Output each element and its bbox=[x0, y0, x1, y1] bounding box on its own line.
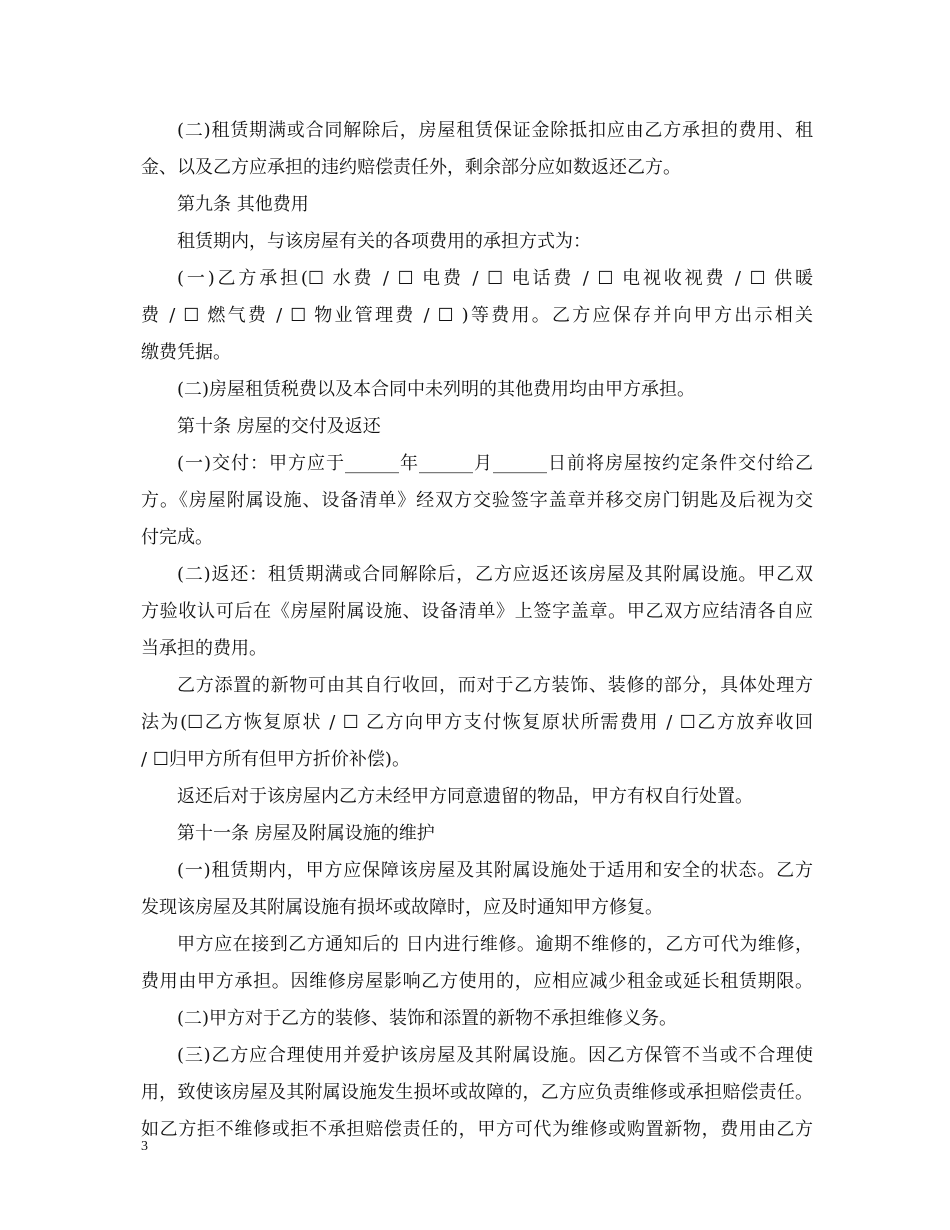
text-line: 付完成。 bbox=[141, 527, 213, 548]
text-line: 费 / ☐ 燃气费 / ☐ 物业管理费 / ☐ )等费用。乙方应保存并向甲方出示相关 bbox=[141, 305, 813, 326]
text-line: 甲方应在接到乙方通知后的 日内进行维修。逾期不维修的，乙方可代为维修， bbox=[177, 934, 813, 955]
text-line: 返还后对于该房屋内乙方未经甲方同意遗留的物品，甲方有权自行处置。 bbox=[177, 786, 753, 807]
text-line: (二)返还：租赁期满或合同解除后，乙方应返还该房屋及其附属设施。甲乙双 bbox=[177, 564, 813, 585]
text-line: 如乙方拒不维修或拒不承担赔偿责任的，甲方可代为维修或购置新物，费用由乙方 bbox=[141, 1119, 813, 1140]
text-line: 费用由甲方承担。因维修房屋影响乙方使用的，应相应减少租金或延长租赁期限。 bbox=[141, 971, 813, 992]
text-line: 方验收认可后在《房屋附属设施、设备清单》上签字盖章。甲乙双方应结清各自应 bbox=[141, 601, 813, 622]
section-heading: 第十一条 房屋及附属设施的维护 bbox=[177, 823, 435, 844]
text-line: 发现该房屋及其附属设施有损坏或故障时，应及时通知甲方修复。 bbox=[141, 897, 663, 918]
section-heading: 第九条 其他费用 bbox=[177, 194, 309, 215]
text-line: 租赁期内，与该房屋有关的各项费用的承担方式为： bbox=[177, 231, 591, 252]
text-line: (一)交付：甲方应于______年______月______日前将房屋按约定条件交付给乙 bbox=[177, 453, 813, 474]
text-line: (一)租赁期内，甲方应保障该房屋及其附属设施处于适用和安全的状态。乙方 bbox=[177, 860, 813, 881]
text-line: 方。《房屋附属设施、设备清单》经双方交验签字盖章并移交房门钥匙及后视为交 bbox=[141, 490, 813, 511]
text-line: / ☐归甲方所有但甲方折价补偿)。 bbox=[141, 749, 410, 770]
text-line: 当承担的费用。 bbox=[141, 638, 267, 659]
text-line: 缴费凭据。 bbox=[141, 342, 231, 363]
text-line: 乙方添置的新物可由其自行收回，而对于乙方装饰、装修的部分，具体处理方 bbox=[177, 675, 813, 696]
section-heading: 第十条 房屋的交付及返还 bbox=[177, 416, 381, 437]
text-line: 法为(☐乙方恢复原状 / ☐ 乙方向甲方支付恢复原状所需费用 / ☐乙方放弃收回 bbox=[141, 712, 813, 733]
text-line: (二)租赁期满或合同解除后，房屋租赁保证金除抵扣应由乙方承担的费用、租 bbox=[177, 120, 813, 141]
text-line: (一)乙方承担(☐ 水费 / ☐ 电费 / ☐ 电话费 / ☐ 电视收视费 / ☐ 供暖 bbox=[177, 268, 813, 289]
text-line: (三)乙方应合理使用并爱护该房屋及其附属设施。因乙方保管不当或不合理使 bbox=[177, 1045, 813, 1066]
text-line: 用，致使该房屋及其附属设施发生损坏或故障的，乙方应负责维修或承担赔偿责任。 bbox=[141, 1082, 813, 1103]
page-number: 3 bbox=[141, 1139, 148, 1154]
document-body bbox=[141, 112, 813, 1148]
text-line: (二)房屋租赁税费以及本合同中未列明的其他费用均由甲方承担。 bbox=[177, 379, 696, 400]
text-line: 金、以及乙方应承担的违约赔偿责任外，剩余部分应如数返还乙方。 bbox=[141, 157, 681, 178]
text-line: (二)甲方对于乙方的装修、装饰和添置的新物不承担维修义务。 bbox=[177, 1008, 678, 1029]
